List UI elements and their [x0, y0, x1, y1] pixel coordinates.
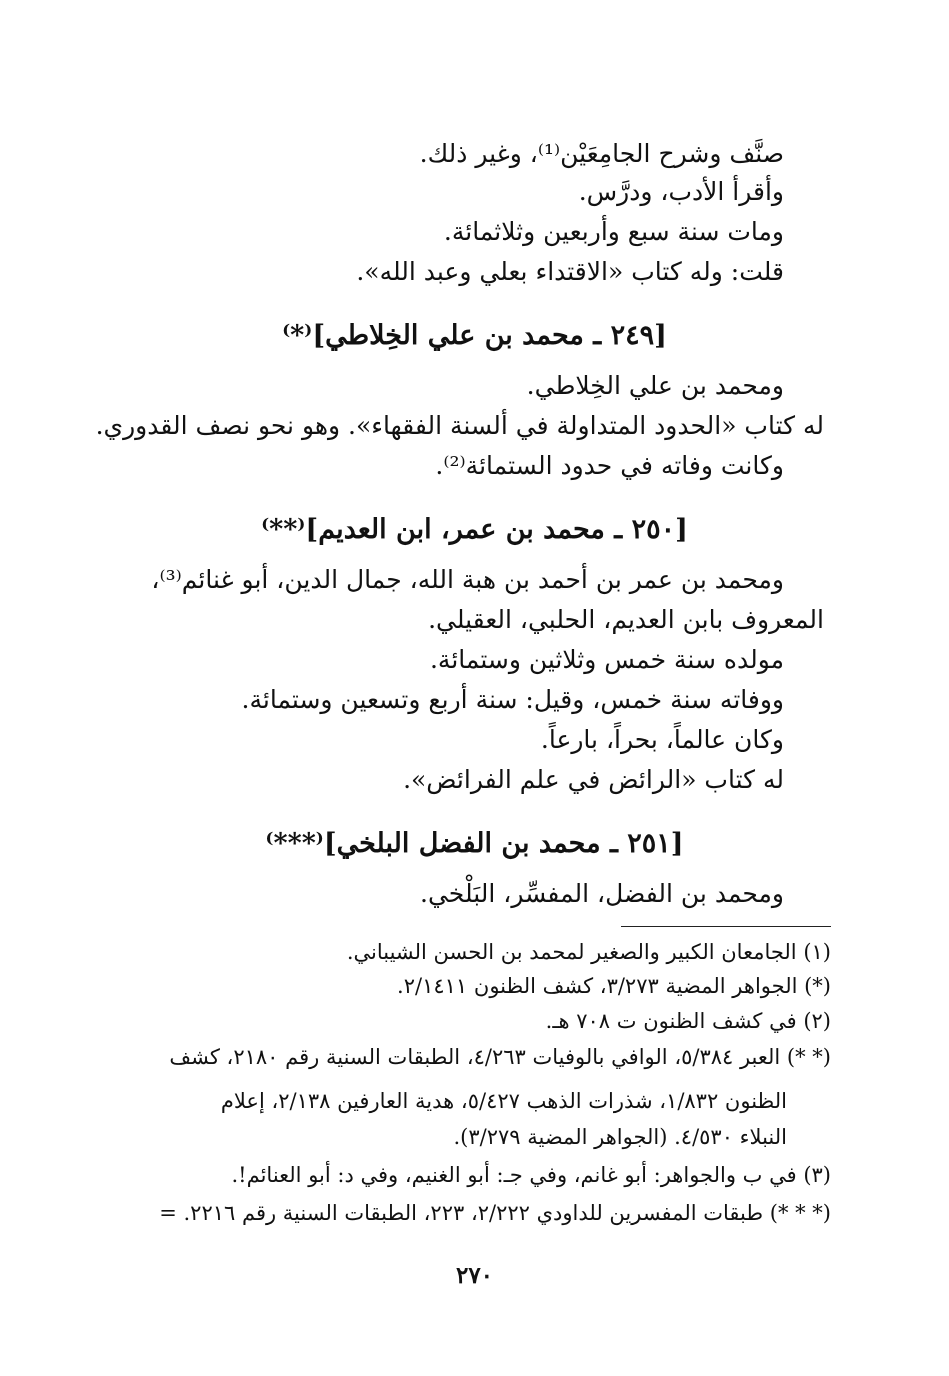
text-line: وكانت وفاته في حدود الستمائة⁽²⁾. [435, 451, 784, 480]
footnote-separator [621, 926, 831, 927]
footnote-continuation: النبلاء ٤/٥٣٠. (الجواهر المضية ٣/٢٧٩). [453, 1125, 787, 1149]
text-line: المعروف بابن العديم، الحلبي، العقيلي. [428, 605, 824, 634]
entry-heading: [٢٤٩ ـ محمد بن علي الخِلاطي]⁽*⁾ [282, 320, 667, 351]
footnote: (٣) في ب والجواهر: أبو غانم، وفي جـ: أبو الغنيم، وفي د: أبو العنائم!. [231, 1163, 831, 1187]
entry-heading: [٢٥٠ ـ محمد بن عمر، ابن العديم]⁽**⁾ [261, 514, 688, 545]
text-line: ووفاته سنة خمس، وقيل: سنة أربع وتسعين وستمائة. [241, 685, 784, 714]
entry-heading: [٢٥١ ـ محمد بن الفضل البلخي]⁽***⁾ [265, 828, 684, 859]
text-line: ومحمد بن الفضل، المفسِّر، البَلْخي. [420, 879, 784, 908]
footnote: (* *) العبر ٥/٣٨٤، الوافي بالوفيات ٤/٢٦٣، الطبقات السنية رقم ٢١٨٠، كشف [169, 1045, 831, 1069]
text-line: ومحمد بن علي الخِلاطي. [526, 371, 784, 400]
footnote: (١) الجامعان الكبير والصغير لمحمد بن الحسن الشيباني. [346, 940, 831, 964]
text-line: له كتاب «الرائض في علم الفرائض». [403, 765, 784, 794]
footnote: (٢) في كشف الظنون ت ٧٠٨ هـ. [545, 1009, 831, 1033]
footnote: (* * *) طبقات المفسرين للداودي ٢/٢٢٢، ٢٢٣، الطبقات السنية رقم ٢٢١٦. = [159, 1201, 831, 1225]
footnote: (*) الجواهر المضية ٣/٢٧٣، كشف الظنون ٢/١٤١١. [397, 974, 831, 998]
page-number: ٢٧٠ [455, 1262, 494, 1289]
text-line: ومحمد بن عمر بن أحمد بن هبة الله، جمال الدين، أبو غنائم⁽³⁾، [151, 565, 784, 594]
text-line: صنَّف وشرح الجامِعَيْن⁽¹⁾، وغير ذلك. [419, 139, 784, 168]
text-line: قلت: وله كتاب «الاقتداء بعلي وعبد الله». [356, 257, 784, 286]
footnote-continuation: الظنون ١/٨٣٢، شذرات الذهب ٥/٤٢٧، هدية العارفين ٢/١٣٨، إعلام [220, 1089, 787, 1113]
text-line: مولده سنة خمس وثلاثين وستمائة. [429, 645, 784, 674]
text-line: ومات سنة سبع وأربعين وثلاثمائة. [443, 217, 784, 246]
text-line: وأقرأ الأدب، ودرَّس. [578, 177, 784, 206]
text-line: وكان عالماً، بحراً، بارعاً. [540, 725, 784, 754]
text-line: له كتاب «الحدود المتداولة في ألسنة الفقهاء». وهو نحو نصف القدوري. [95, 411, 824, 440]
